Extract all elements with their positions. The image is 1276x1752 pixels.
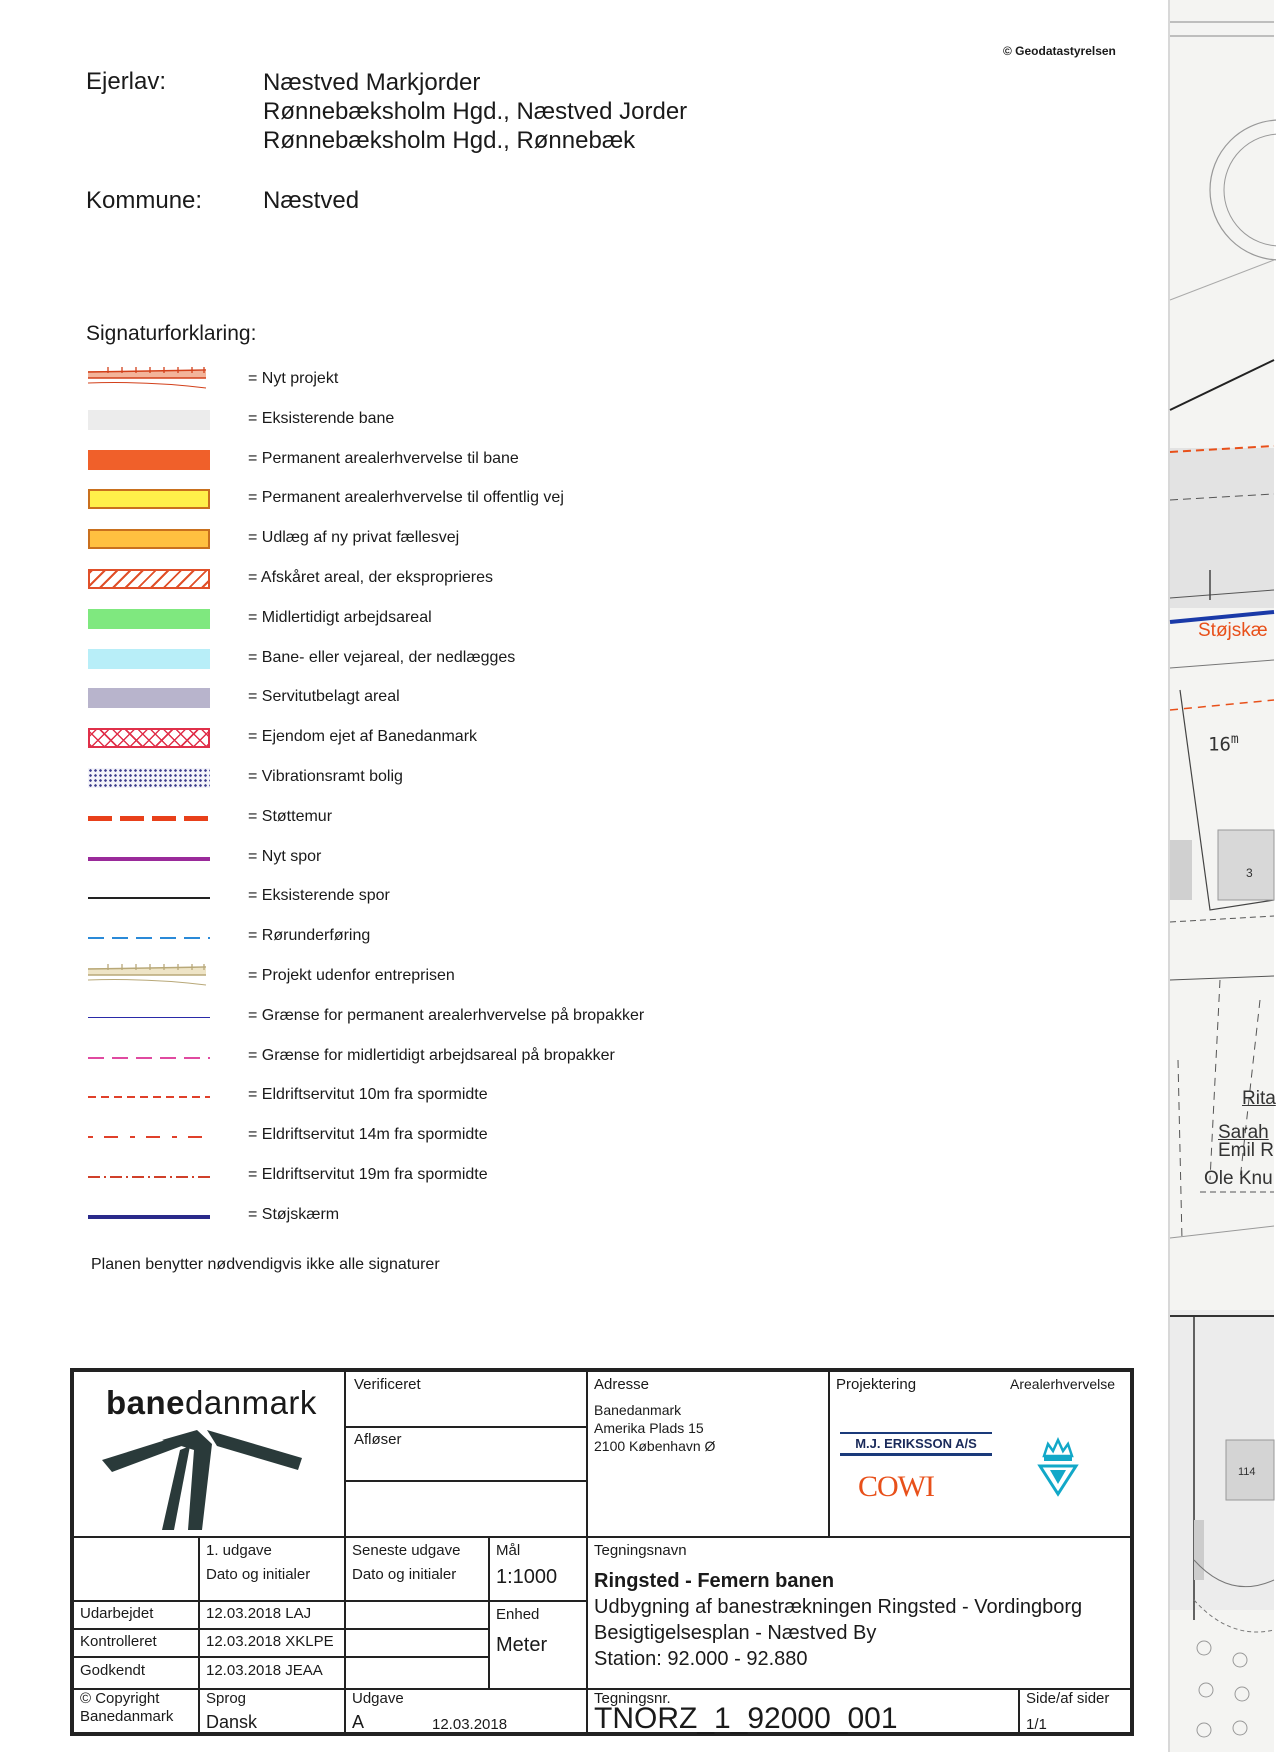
copyright-label: © Copyright (80, 1690, 160, 1707)
legend-swatch (88, 1057, 210, 1059)
legend-label: = Eksisterende spor (248, 887, 390, 905)
legend-note: Planen benytter nødvendigvis ikke alle signaturer (91, 1256, 440, 1273)
banedanmark-logo-icon (102, 1430, 302, 1530)
legend-item (88, 444, 788, 474)
map-excerpt (1168, 0, 1274, 1752)
geodata-copyright: © Geodatastyrelsen (1003, 44, 1116, 58)
kommune-value: Næstved (263, 187, 360, 214)
legend-swatch (88, 366, 210, 390)
first-edition-label: 1. udgave (206, 1542, 272, 1559)
owner-name: Rita (1242, 1088, 1276, 1109)
parcel-number: 114 (1238, 1466, 1256, 1478)
row-label: Godkendt (80, 1662, 146, 1679)
crown-logo-icon (1038, 1438, 1078, 1496)
adresse-line: 2100 København Ø (594, 1438, 716, 1454)
legend-label: = Eldriftservitut 19m fra spormidte (248, 1166, 488, 1183)
drawing-name-line: Station: 92.000 - 92.880 (594, 1648, 808, 1670)
legend-item (88, 842, 788, 872)
unit-label: Enhed (496, 1606, 540, 1623)
legend-swatch (88, 857, 210, 861)
drawing-number-value: TNORZ_1_92000_001 (594, 1702, 898, 1735)
legend-swatch (88, 489, 210, 509)
legend-swatch (88, 688, 210, 708)
noise-barrier-label: Støjskæ (1198, 620, 1268, 641)
legend-label: = Eksisterende bane (248, 409, 395, 427)
edition-label: Udgave (352, 1690, 404, 1707)
first-edition-sub: Dato og initialer (206, 1566, 311, 1583)
legend-swatch (88, 529, 210, 549)
legend-item (88, 1160, 788, 1190)
owner-name: Ole Knu (1204, 1168, 1273, 1189)
legend-swatch (88, 963, 210, 987)
legend-swatch (88, 897, 210, 899)
legend-item (88, 643, 788, 673)
legend-swatch (88, 569, 210, 589)
scale-label: Mål (496, 1542, 521, 1559)
dimension-label: 16$^m$ (1208, 732, 1239, 756)
row-value-cell (198, 1656, 346, 1690)
arealerhvervelse-label: Arealerhvervelse (1010, 1376, 1116, 1392)
logo-cell (74, 1372, 346, 1538)
legend-label: = Vibrationsramt bolig (248, 768, 403, 785)
legend-swatch (88, 1176, 210, 1178)
row-value: 12.03.2018 XKLPE (206, 1633, 334, 1650)
legend-label: = Grænse for midlertidigt arbejdsareal på bropakker (248, 1046, 615, 1064)
legend-label: = Støjskærm (248, 1205, 340, 1223)
language-cell (198, 1688, 346, 1736)
legend-swatch (88, 816, 210, 821)
legend-item (88, 1001, 788, 1031)
legend-label: = Bane- eller vejareal, der nedlægges (248, 648, 516, 666)
row-label-cell (74, 1600, 200, 1630)
adresse-line: Banedanmark (594, 1402, 682, 1418)
verificeret-cell (344, 1372, 588, 1428)
unit-cell (488, 1600, 588, 1690)
language-value: Dansk (206, 1712, 258, 1732)
legend-swatch (88, 649, 210, 669)
adresse-label: Adresse (594, 1376, 650, 1393)
owner-name: Sarah (1218, 1122, 1269, 1143)
projektering-cell (828, 1372, 1134, 1538)
page-value: 1/1 (1026, 1716, 1047, 1733)
edition-date: 12.03.2018 (432, 1716, 508, 1733)
edition-value: A (352, 1712, 365, 1732)
unit-value: Meter (496, 1634, 548, 1656)
ejerlav-line: Næstved Markjorder (263, 69, 481, 96)
owner-name: Emil R (1218, 1140, 1274, 1161)
row-value-cell (198, 1600, 346, 1630)
banedanmark-logo-text: banedanmark (106, 1384, 317, 1421)
legend-item (88, 961, 788, 991)
legend-item (88, 1041, 788, 1071)
map-linework (1170, 0, 1274, 1752)
legend-label: = Projekt udenfor entreprisen (248, 967, 455, 984)
row-value: 12.03.2018 JEAA (206, 1662, 323, 1679)
drawing-name-title: Ringsted - Femern banen (594, 1570, 835, 1592)
title-block (70, 1368, 1134, 1736)
drawing-number-cell (586, 1688, 1020, 1736)
legend-swatch (88, 450, 210, 470)
row-label-cell (74, 1628, 200, 1658)
ejerlav-values (263, 68, 687, 155)
legend-item (88, 563, 788, 593)
legend-label: = Rørunderføring (248, 927, 371, 945)
projektering-label: Projektering (836, 1376, 917, 1393)
legend-item (88, 483, 788, 513)
row-latest-cell (344, 1656, 490, 1690)
legend-item (88, 682, 788, 712)
house-number: 3 (1246, 866, 1253, 880)
adresse-line: Amerika Plads 15 (594, 1420, 704, 1436)
drawing-number-label: Tegningsnr. (594, 1690, 671, 1707)
row-latest-cell (344, 1600, 490, 1630)
legend-swatch (88, 768, 210, 788)
scale-cell (488, 1536, 588, 1602)
cowi-logo: COWI (858, 1470, 934, 1503)
ejerlav-line: Rønnebæksholm Hgd., Rønnebæk (263, 127, 636, 154)
legend-item (88, 722, 788, 752)
drawing-name-cell (586, 1536, 1134, 1690)
legend-item (88, 762, 788, 792)
language-label: Sprog (206, 1690, 247, 1707)
legend-label: = Grænse for permanent arealerhvervelse på bropakker (248, 1006, 645, 1024)
verificeret-label: Verificeret (354, 1376, 421, 1393)
edition-cell (344, 1688, 588, 1736)
row-label-cell (74, 1656, 200, 1690)
afloser-label: Afløser (354, 1431, 402, 1448)
legend-swatch (88, 728, 210, 748)
latest-edition-sub: Dato og initialer (352, 1566, 457, 1583)
legend-label: = Permanent arealerhvervelse til offentlig vej (248, 489, 564, 507)
row-label: Udarbejdet (80, 1605, 154, 1622)
legend-label: = Nyt projekt (248, 370, 339, 387)
drawing-name-line: Udbygning af banestrækningen Ringsted - Vordingborg (594, 1596, 1083, 1618)
legend-label: = Udlæg af ny privat fællesvej (248, 529, 460, 547)
legend-label: = Ejendom ejet af Banedanmark (248, 728, 478, 746)
legend-swatch (88, 410, 210, 430)
legend-item (88, 404, 788, 434)
legend-swatch (88, 1017, 210, 1019)
scale-value: 1:1000 (496, 1566, 558, 1588)
legend-swatch (88, 609, 210, 629)
copyright-owner: Banedanmark (80, 1708, 174, 1725)
legend-swatch (88, 1096, 210, 1098)
legend-swatch (88, 937, 210, 939)
legend-item (88, 1200, 788, 1230)
drawing-name-label: Tegningsnavn (594, 1542, 687, 1559)
first-edition-header (198, 1536, 346, 1602)
drawing-name-line: Besigtigelsesplan - Næstved By (594, 1622, 877, 1644)
legend-item (88, 1080, 788, 1110)
ejerlav-line: Rønnebæksholm Hgd., Næstved Jorder (263, 98, 688, 125)
row-latest-cell (344, 1628, 490, 1658)
legend-label: = Støttemur (248, 807, 333, 825)
row-value: 12.03.2018 LAJ (206, 1605, 312, 1622)
adresse-cell (586, 1372, 830, 1538)
legend-label: = Eldriftservitut 14m fra spormidte (248, 1126, 488, 1144)
legend-label: = Afskåret areal, der eksproprieres (248, 569, 494, 586)
legend-item (88, 1120, 788, 1150)
legend-item (88, 802, 788, 832)
page-label: Side/af sider (1026, 1690, 1110, 1707)
legend-item (88, 364, 788, 394)
grid-corner (74, 1536, 200, 1602)
legend-swatch (88, 1215, 210, 1219)
legend-label: = Servitutbelagt areal (248, 688, 400, 706)
row-label: Kontrolleret (80, 1633, 157, 1650)
mj-eriksson-logo: M.J. ERIKSSON A/S (840, 1432, 992, 1456)
copyright-cell (74, 1688, 200, 1736)
afloser-cell (344, 1426, 588, 1482)
kommune-label: Kommune: (86, 187, 203, 214)
legend-label: = Permanent arealerhvervelse til bane (248, 449, 519, 467)
legend-item (88, 603, 788, 633)
legend-item (88, 881, 788, 911)
legend-label: = Nyt spor (248, 847, 322, 865)
legend-label: = Midlertidigt arbejdsareal (248, 608, 432, 626)
ejerlav-label: Ejerlav: (86, 68, 167, 95)
row-value-cell (198, 1628, 346, 1658)
page-cell (1018, 1688, 1134, 1736)
legend-title: Signaturforklaring: (86, 322, 257, 345)
empty-cell (344, 1480, 588, 1538)
latest-edition-header (344, 1536, 490, 1602)
latest-edition-label: Seneste udgave (352, 1542, 461, 1559)
legend-item (88, 921, 788, 951)
legend-item (88, 523, 788, 553)
legend-swatch (88, 1136, 210, 1138)
legend-label: = Eldriftservitut 10m fra spormidte (248, 1086, 488, 1104)
